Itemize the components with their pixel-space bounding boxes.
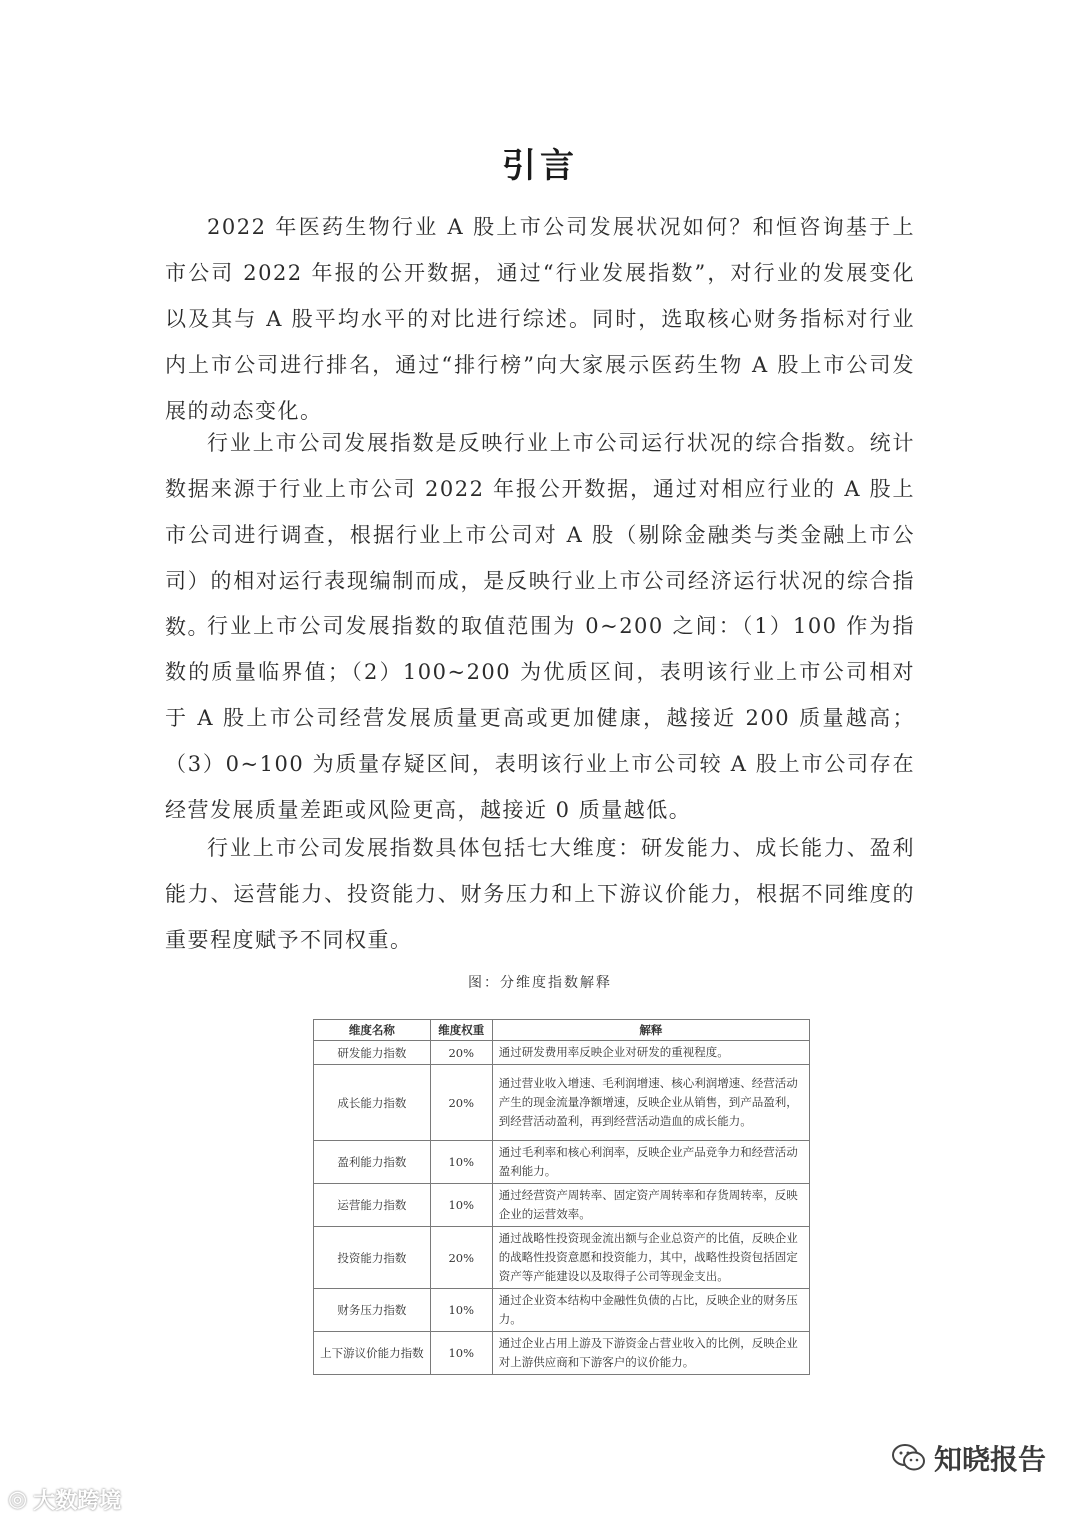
wechat-icon: [892, 1443, 926, 1473]
table-row: [314, 1041, 810, 1065]
table-header-row: [314, 1020, 810, 1041]
dimension-weight: 20%: [430, 1065, 492, 1141]
table-row: [314, 1289, 810, 1332]
dimension-desc: 通过战略性投资现金流出额与企业总资产的比值，反映企业的战略性投资意愿和投资能力，其中，战略性投资包括固定资产等产能建设以及取得子公司等现金支出。: [492, 1227, 809, 1289]
dimension-weight: 10%: [430, 1289, 492, 1332]
figure-caption: 图：分维度指数解释: [468, 975, 612, 991]
header-dimension-weight: 维度权重: [430, 1020, 492, 1041]
dimension-weight: 20%: [430, 1041, 492, 1065]
camera-icon: ◎: [8, 1487, 28, 1512]
header-explanation: 解释: [492, 1020, 809, 1041]
dimension-weight: 10%: [430, 1332, 492, 1375]
dimension-name: 研发能力指数: [314, 1041, 431, 1065]
watermark-left-text: 大数跨境: [33, 1489, 122, 1514]
dimension-weight: 10%: [430, 1141, 492, 1184]
table-row: [314, 1065, 810, 1141]
dimension-name: 运营能力指数: [314, 1184, 431, 1227]
table-row: [314, 1332, 810, 1375]
intro-paragraph-2: 行业上市公司发展指数是反映行业上市公司运行状况的综合指数。统计数据来源于行业上市公司 2022 年报公开数据，通过对相应行业的 A 股上市公司进行调查，根据行业上市公司对 A 股（剔除金融类与类金融上市公司）的相对运行表现编制而成，是反映行业上市公司经济运行状况的综合指数。: [165, 431, 915, 639]
dimension-weight: 10%: [430, 1184, 492, 1227]
watermark-right: [892, 1438, 1046, 1478]
dimension-name: 上下游议价能力指数: [314, 1332, 431, 1375]
intro-paragraph-4: 行业上市公司发展指数具体包括七大维度：研发能力、成长能力、盈利能力、运营能力、投资能力、财务压力和上下游议价能力，根据不同维度的重要程度赋予不同权重。: [165, 836, 915, 952]
dimension-name: 盈利能力指数: [314, 1141, 431, 1184]
table-row: [314, 1184, 810, 1227]
dimension-name: 成长能力指数: [314, 1065, 431, 1141]
dimension-table: [313, 1019, 810, 1375]
dimension-desc: 通过毛利率和核心利润率，反映企业产品竞争力和经营活动盈利能力。: [492, 1141, 809, 1184]
table-row: [314, 1227, 810, 1289]
page-title: 引言: [502, 146, 578, 186]
dimension-name: 财务压力指数: [314, 1289, 431, 1332]
watermark-left: [8, 1484, 121, 1515]
intro-paragraph-1: 2022 年医药生物行业 A 股上市公司发展状况如何？和恒咨询基于上市公司 2022 年报的公开数据，通过“行业发展指数”，对行业的发展变化以及其与 A 股平均水平的对比进行综述。同时，选取核心财务指标对行业内上市公司进行排名，通过“排行榜”向大家展示医药生物 A 股上市公司发展的动态变化。: [165, 215, 915, 423]
intro-paragraph-3: 行业上市公司发展指数的取值范围为 0~200 之间：（1）100 作为指数的质量临界值；（2）100~200 为优质区间，表明该行业上市公司相对于 A 股上市公司经营发展质量更高或更加健康，越接近 200 质量越高；（3）0~100 为质量存疑区间，表明该行业上市公司较 A 股上市公司存在经营发展质量差距或风险更高，越接近 0 质量越低。: [165, 614, 915, 822]
dimension-desc: 通过研发费用率反映企业对研发的重视程度。: [492, 1041, 809, 1065]
dimension-desc: 通过经营资产周转率、固定资产周转率和存货周转率，反映企业的运营效率。: [492, 1184, 809, 1227]
watermark-right-text: 知晓报告: [933, 1443, 1046, 1476]
dimension-weight: 20%: [430, 1227, 492, 1289]
dimension-desc: 通过营业收入增速、毛利润增速、核心利润增速、经营活动产生的现金流量净额增速，反映企业从销售，到产品盈利，到经营活动盈利，再到经营活动造血的成长能力。: [492, 1065, 809, 1141]
header-dimension-name: 维度名称: [314, 1020, 431, 1041]
table-row: [314, 1141, 810, 1184]
dimension-name: 投资能力指数: [314, 1227, 431, 1289]
dimension-desc: 通过企业资本结构中金融性负债的占比，反映企业的财务压力。: [492, 1289, 809, 1332]
dimension-desc: 通过企业占用上游及下游资金占营业收入的比例，反映企业对上游供应商和下游客户的议价能力。: [492, 1332, 809, 1375]
